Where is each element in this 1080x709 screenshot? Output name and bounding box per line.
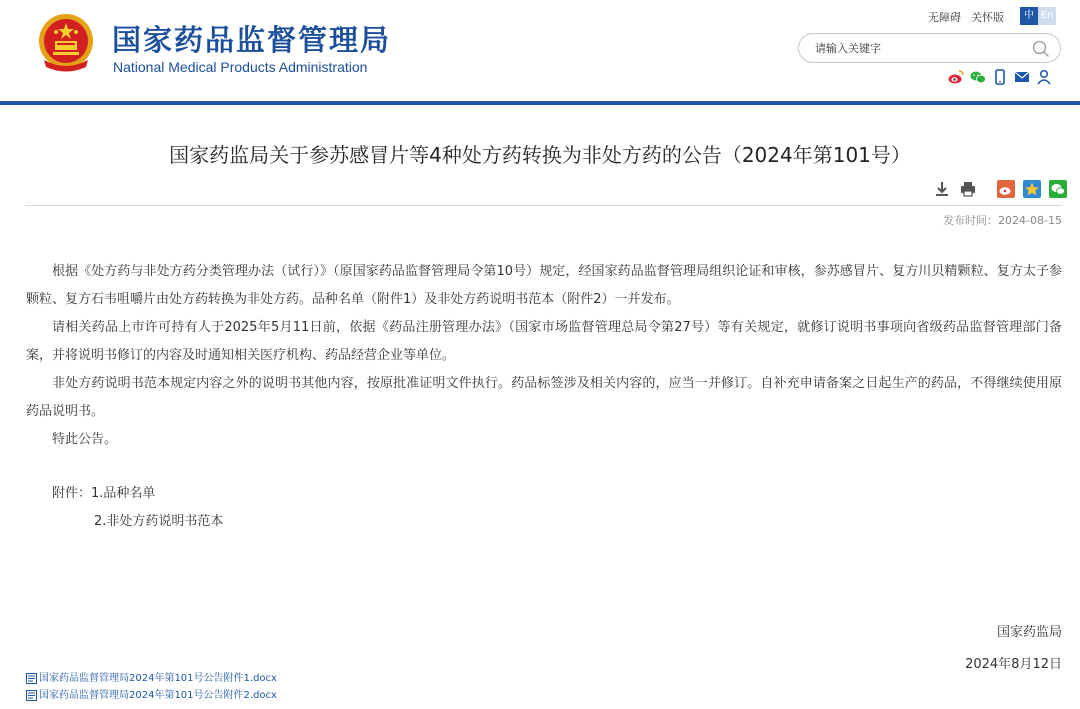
signature-org: 国家药监局: [996, 625, 1062, 640]
word-doc-icon: [26, 690, 37, 701]
brand-name-cn[interactable]: 国家药品监督管理局: [112, 23, 392, 57]
brand-name-en[interactable]: National Medical Products Administration: [113, 59, 368, 75]
utility-links: [928, 9, 1004, 25]
site-header: [0, 0, 1080, 106]
share-qzone-icon[interactable]: [1023, 180, 1041, 198]
file-link-2[interactable]: [26, 687, 277, 704]
elder-mode-link[interactable]: 关怀版: [971, 11, 1004, 24]
file-link-label[interactable]: 国家药品监督管理局2024年第101号公告附件2.docx: [39, 690, 277, 701]
paragraph: 根据《处方药与非处方药分类管理办法（试行）》（原国家药品监督管理局令第10号）规定，经国家药品监督管理局组织论证和审核，参苏感冒片、复方川贝精颗粒、复方太子参颗粒、复方石韦咀嚼片由处方药转换为非处方药。品种名单（附件1）及非处方药说明书范本（附件2）一并发布。: [26, 264, 1062, 307]
mobile-icon[interactable]: [992, 69, 1008, 85]
paragraph: 非处方药说明书范本规定内容之外的说明书其他内容，按原批准证明文件执行。药品标签涉及相关内容的，应当一并修订。自补充申请备案之日起生产的药品，不得继续使用原药品说明书。: [26, 376, 1062, 419]
accessibility-link[interactable]: 无障碍: [928, 11, 961, 24]
paragraph: 请相关药品上市许可持有人于2025年5月11日前，依据《药品注册管理办法》（国家市场监督管理总局令第27号）等有关规定，就修订说明书事项向省级药品监督管理部门备案，并将说明书修订的内容及时通知相关医疗机构、药品经营企业等单位。: [26, 320, 1062, 363]
download-icon[interactable]: [933, 180, 951, 198]
weibo-icon[interactable]: [948, 69, 964, 85]
signature-block: [965, 617, 1062, 681]
title-divider: [25, 205, 1062, 206]
file-downloads: [26, 670, 277, 704]
tools-spacer: [985, 180, 989, 198]
search-input[interactable]: [815, 40, 1015, 56]
search-icon[interactable]: [1032, 40, 1050, 58]
mail-icon[interactable]: [1014, 69, 1030, 85]
file-link-1[interactable]: [26, 670, 277, 687]
paragraph: 特此公告。: [52, 432, 118, 447]
share-weibo-icon[interactable]: [997, 180, 1015, 198]
attachment-item-2: 2.非处方药说明书范本: [94, 514, 224, 529]
search-box: [798, 33, 1061, 63]
share-wechat-icon[interactable]: [1049, 180, 1067, 198]
social-links: [948, 69, 1052, 85]
language-switch: [1020, 7, 1056, 25]
article-body: [26, 258, 1062, 454]
signature-date: 2024年8月12日: [965, 657, 1062, 672]
wechat-icon[interactable]: [970, 69, 986, 85]
article-tools: [933, 180, 1067, 198]
word-doc-icon: [26, 673, 37, 684]
print-icon[interactable]: [959, 180, 977, 198]
publish-date: 发布时间：2024-08-15: [943, 214, 1062, 227]
lang-zh-button[interactable]: 中: [1020, 7, 1038, 25]
attachment-list: [52, 480, 223, 536]
article-title: 国家药监局关于参苏感冒片等4种处方药转换为非处方药的公告（2024年第101号）: [169, 143, 911, 167]
lang-en-button[interactable]: En: [1038, 7, 1056, 25]
user-icon[interactable]: [1036, 69, 1052, 85]
header-accent-bar: [0, 101, 1080, 105]
attachment-item-1: 附件：1.品种名单: [52, 486, 156, 501]
national-emblem-icon[interactable]: [36, 12, 96, 74]
file-link-label[interactable]: 国家药品监督管理局2024年第101号公告附件1.docx: [39, 673, 277, 684]
